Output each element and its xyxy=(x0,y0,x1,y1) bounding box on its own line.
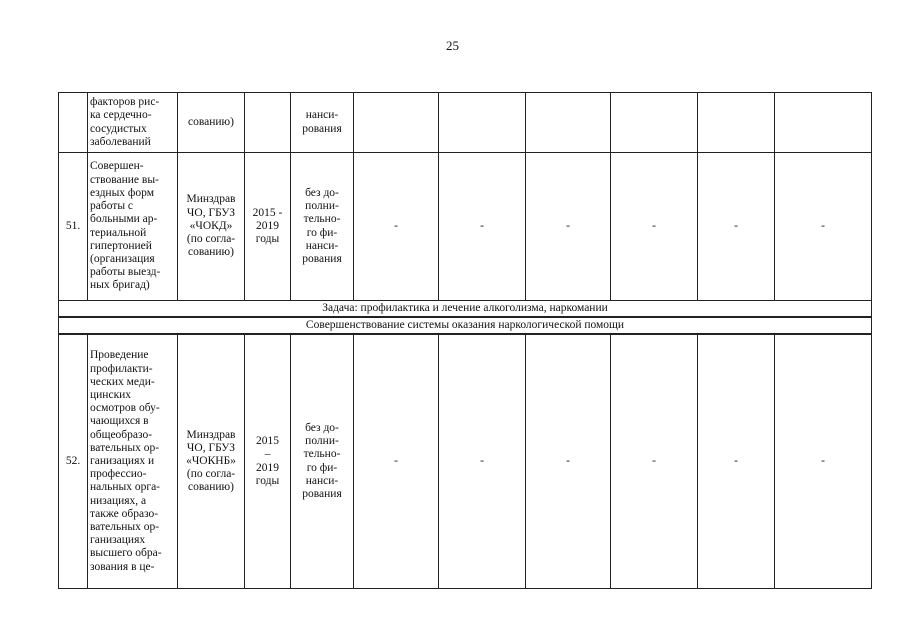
value-cell: - xyxy=(439,153,526,301)
value-cell: - xyxy=(611,153,698,301)
section-task-heading: Задача: профилактика и лечение алкоголизма, наркомании xyxy=(59,301,872,318)
value-cell: - xyxy=(354,334,439,588)
row-number xyxy=(59,93,88,153)
row-number: 52. xyxy=(59,334,88,588)
table-row xyxy=(59,93,872,153)
value-cell: - xyxy=(354,153,439,301)
section-subtask-heading: Совершенствование системы оказания наркологической помощи xyxy=(59,317,872,334)
value-cell: - xyxy=(611,334,698,588)
value-cell: - xyxy=(526,334,611,588)
financing-cell: нанси- рования xyxy=(291,93,354,153)
executor-cell: Минздрав ЧО, ГБУЗ «ЧОКНБ» (по согла- сованию) xyxy=(178,334,245,588)
value-cell xyxy=(526,93,611,153)
value-cell xyxy=(611,93,698,153)
value-cell: - xyxy=(698,153,775,301)
value-cell xyxy=(354,93,439,153)
value-cell: - xyxy=(775,334,872,588)
value-cell xyxy=(698,93,775,153)
row-number: 51. xyxy=(59,153,88,301)
page-number: 25 xyxy=(446,38,459,53)
value-cell: - xyxy=(698,334,775,588)
section-row xyxy=(59,317,872,334)
value-cell: - xyxy=(775,153,872,301)
value-cell xyxy=(775,93,872,153)
executor-cell: сованию) xyxy=(178,93,245,153)
table-row xyxy=(59,334,872,588)
measures-table xyxy=(58,92,872,589)
term-cell xyxy=(245,93,291,153)
measure-description: Проведение профилакти- ческих меди- цинских осмотров обу- чающихся в общеобразо- вательных ор- ганизациях и профессио- нальных орга- низациях, а также образо- вательных ор- ганизациях высшего обра- зования в це- xyxy=(88,334,178,588)
value-cell xyxy=(439,93,526,153)
value-cell: - xyxy=(526,153,611,301)
term-cell: 2015 - 2019 годы xyxy=(245,153,291,301)
section-row xyxy=(59,301,872,318)
measure-description: Совершен- ствование вы- ездных форм работы с больными ар- териальной гипертонией (организация работы выезд- ных бригад) xyxy=(88,153,178,301)
table-row xyxy=(59,153,872,301)
measure-description: факторов рис- ка сердечно- сосудистых заболеваний xyxy=(88,93,178,153)
term-cell: 2015 – 2019 годы xyxy=(245,334,291,588)
financing-cell: без до- полни- тельно- го фи- нанси- рования xyxy=(291,334,354,588)
executor-cell: Минздрав ЧО, ГБУЗ «ЧОКД» (по согла- сованию) xyxy=(178,153,245,301)
value-cell: - xyxy=(439,334,526,588)
financing-cell: без до- полни- тельно- го фи- нанси- рования xyxy=(291,153,354,301)
